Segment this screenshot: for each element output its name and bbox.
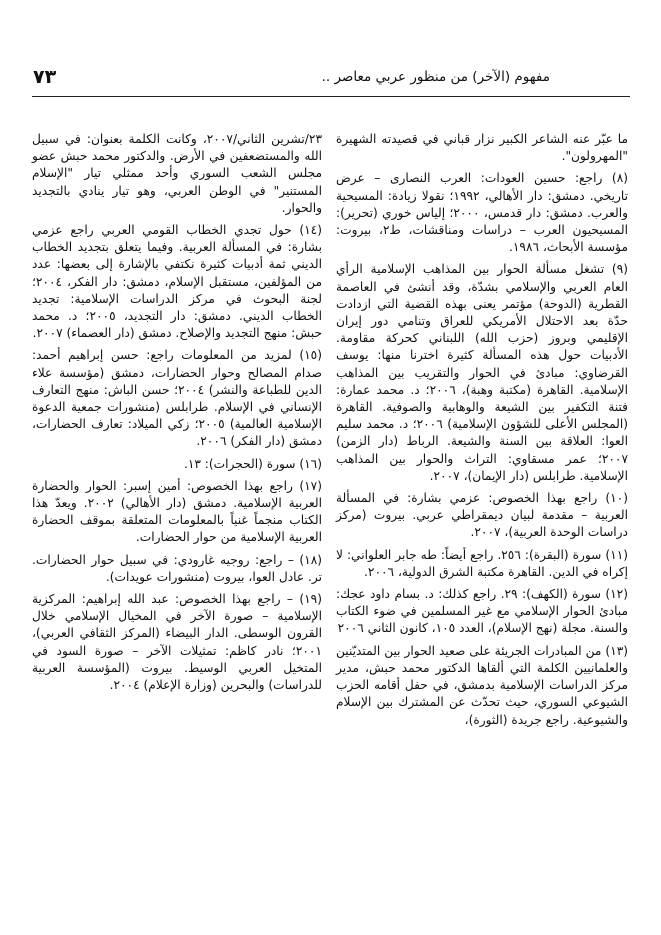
page-number: ٧٣ xyxy=(33,66,57,88)
footnote xyxy=(32,222,322,342)
footnote-number: (١٨) xyxy=(299,552,323,567)
footnote xyxy=(32,347,322,450)
footnote-number: (٨) xyxy=(611,171,628,186)
footnote-number: (٩) xyxy=(611,262,628,277)
left-column-footnotes xyxy=(32,131,322,699)
footnote xyxy=(336,547,628,581)
footnote-text: تشغل مسألة الحوار بين المذاهب الإسلامية الرأي العام العربي والإسلامي بشدّة، وقد أنشئ في العاصمة القطرية (الدوحة) مؤتمر يعنى بهذه القضية التي ازدادت حدّة بعد الاحتلال الأمريكي للعراق وتنامي دور إيران الإقليمي وبروز (حزب الله) اللبناني كحركة مقاومة. الأدبيات حول هذه المسألة كثيرة اخترنا منها: يوسف القرضاوي: مبادئ في الحوار والتقريب بين المذاهب الإسلامية. القاهرة (مكتبة وهبة)، ٢٠٠٦؛ د. محمد عمارة: فتنة التكفير بين الشيعة والوهابية والصوفية. القاهرة (المجلس الأعلى للشؤون الإسلامية) ٢٠٠٦؛ د. محمد سليم العوا: العلاقة بين السنة والشيعة. الرباط (دار الزمن) ٢٠٠٧؛ عمر مسقاوي: التراث والحوار بين المذاهب الإسلامية. طرابلس (دار الإيمان)، ٢٠٠٧. xyxy=(336,262,628,483)
right-column-footnotes xyxy=(336,131,628,734)
footnote xyxy=(336,643,628,729)
footnote xyxy=(32,456,322,473)
footnote-number: (١١) xyxy=(605,547,629,562)
footnote-text: – راجع: روجيه غارودي: في سبيل حوار الحضارات. تر. عادل العوا، بيروت (منشورات عويدات). xyxy=(32,552,322,584)
footnote-text: سورة (البقرة): ٢٥٦. راجع أيضاً: طه جابر العلواني: لا إكراه في الدين. القاهرة مكتبة الشرق الدولية، ٢٠٠٦. xyxy=(336,547,628,579)
footnote-number: (١٩) xyxy=(299,592,322,607)
footnote-text: من المبادرات الجريئة على صعيد الحوار بين المتديّنين والعلمانيين الكلمة التي ألقاها الدكتور محمد حبش، مدير مركز الدراسات الإسلامية بدمشق، في حفل أقامه الحزب الشيوعي السوري، حيث تحدّث عن المشترك بين الإسلام والشيوعية. راجع جريدة (الثورة)، xyxy=(336,643,628,727)
footnote xyxy=(32,552,322,586)
footnote-text: سورة (الكهف): ٢٩. راجع كذلك: د. بسام داود عجك: مبادئ الحوار الإسلامي مع غير المسلمين في ضوء الكتاب والسنة. مجلة (نهج الإسلام)، العدد ١٠٥، كانون الثاني ٢٠٠٦ xyxy=(336,587,628,636)
footnote-number: (١٤) xyxy=(299,223,322,238)
footnote-text: سورة (الحجرات): ١٣. xyxy=(183,456,296,471)
footnote-number: (١٧) xyxy=(299,478,322,493)
footnote xyxy=(32,131,322,217)
footnote xyxy=(32,478,322,547)
footnote-text: راجع بهذا الخصوص: عزمي بشارة: في المسألة العربية – مقدمة لبيان ديمقراطي عربي. بيروت (مركز دراسات الوحدة العربية)، ٢٠٠٧. xyxy=(336,491,628,540)
footnote-number: (١٠) xyxy=(605,491,628,506)
footnote-text: حول تجدي الخطاب القومي العربي راجع عزمي بشارة: في المسألة العربية. وفيما يتعلق بتجديد الخطاب الديني ثمة أدبيات كثيرة نكتفي بالإشارة إلى بعضها: عدد من المؤلفين، مستقبل الإسلام، دمشق: دار الفكر، ٢٠٠٤؛ لجنة البحوث في مركز الدراسات الإسلامية: تجديد الخطاب الديني. دمشق: دار التجديد، ٢٠٠٥؛ د. محمد حبش: منهج التجديد والإصلاح. دمشق (دار العصماء) ٢٠٠٧. xyxy=(32,223,322,341)
running-header-title: مفهوم (الآخر) من منظور عربي معاصر .. xyxy=(321,69,550,85)
footnote xyxy=(336,131,628,165)
footnote-text: – راجع بهذا الخصوص: عبد الله إبراهيم: المركزية الإسلامية – صورة الآخر في المخيال الإسلامي خلال القرون الوسطى. الدار البيضاء (المركز الثقافي العربي)، ٢٠٠١؛ نادر كاظم: تمثيلات الآخر – صورة السود في المتخيل العربي الوسيط. بيروت (المؤسسة العربية للدراسات) والبحرين (وزارة الإعلام) ٢٠٠٤. xyxy=(32,592,322,693)
footnote xyxy=(336,261,628,485)
footnote-number: (١٦) xyxy=(299,456,322,471)
footnote-text: راجع بهذا الخصوص: أمين إسبر: الحوار والحضارة العربية الإسلامية. دمشق (دار الأهالي) ٢٠٠٢. ويعدّ هذا الكتاب منجماً غنياً بالمعلومات المتعلقة بموقف الحضارة العربية الإسلامية من حوار الحضارات. xyxy=(32,478,322,545)
footnote-text: ٢٣/تشرين الثاني/٢٠٠٧، وكانت الكلمة بعنوان: في سبيل الله والمستضعفين في الأرض. والدكتور محمد حبش عضو مجلس الشعب السوري وأحد ممثلي تيار "الإسلام المستنير" في الوطن العربي، وهو تيار ينادي بالتجديد والحوار. xyxy=(32,132,322,215)
footnote xyxy=(32,591,322,694)
footnote-number: (١٢) xyxy=(605,587,628,602)
header-divider xyxy=(32,96,630,97)
footnote-text: لمزيد من المعلومات راجع: حسن إبراهيم أحمد: صدام المصالح وحوار الحضارات، دمشق (مؤسسة علاء الدين للطباعة والنشر) ٢٠٠٤؛ حسن الباش: منهج التعارف الإنساني في الإسلام. طرابلس (منشورات جمعية الدعوة الإسلامية العالمية) ٢٠٠٥؛ زكي الميلاد: تعارف الحضارات، دمشق (دار الفكر) ٢٠٠٦. xyxy=(32,348,323,449)
footnote xyxy=(336,586,628,638)
footnote-text: ما عبّر عنه الشاعر الكبير نزار قباني في قصيدته الشهيرة "المهرولون". xyxy=(336,132,628,164)
footnote-text: راجع: حسين العودات: العرب النصارى – عرض تاريخي. دمشق: دار الأهالي، ١٩٩٢؛ نقولا زيادة: المسيحية والعرب. دمشق: دار قدمس، ٢٠٠٠؛ إلياس خوري (تحرير): المسيحيون العرب – دراسات ومناقشات، ط٢، بيروت: مؤسسة الأبحاث، ١٩٨٦. xyxy=(336,171,629,255)
footnote xyxy=(336,170,628,256)
footnote-number: (١٥) xyxy=(299,348,322,363)
footnote xyxy=(336,490,628,542)
footnote-number: (١٣) xyxy=(605,643,629,658)
